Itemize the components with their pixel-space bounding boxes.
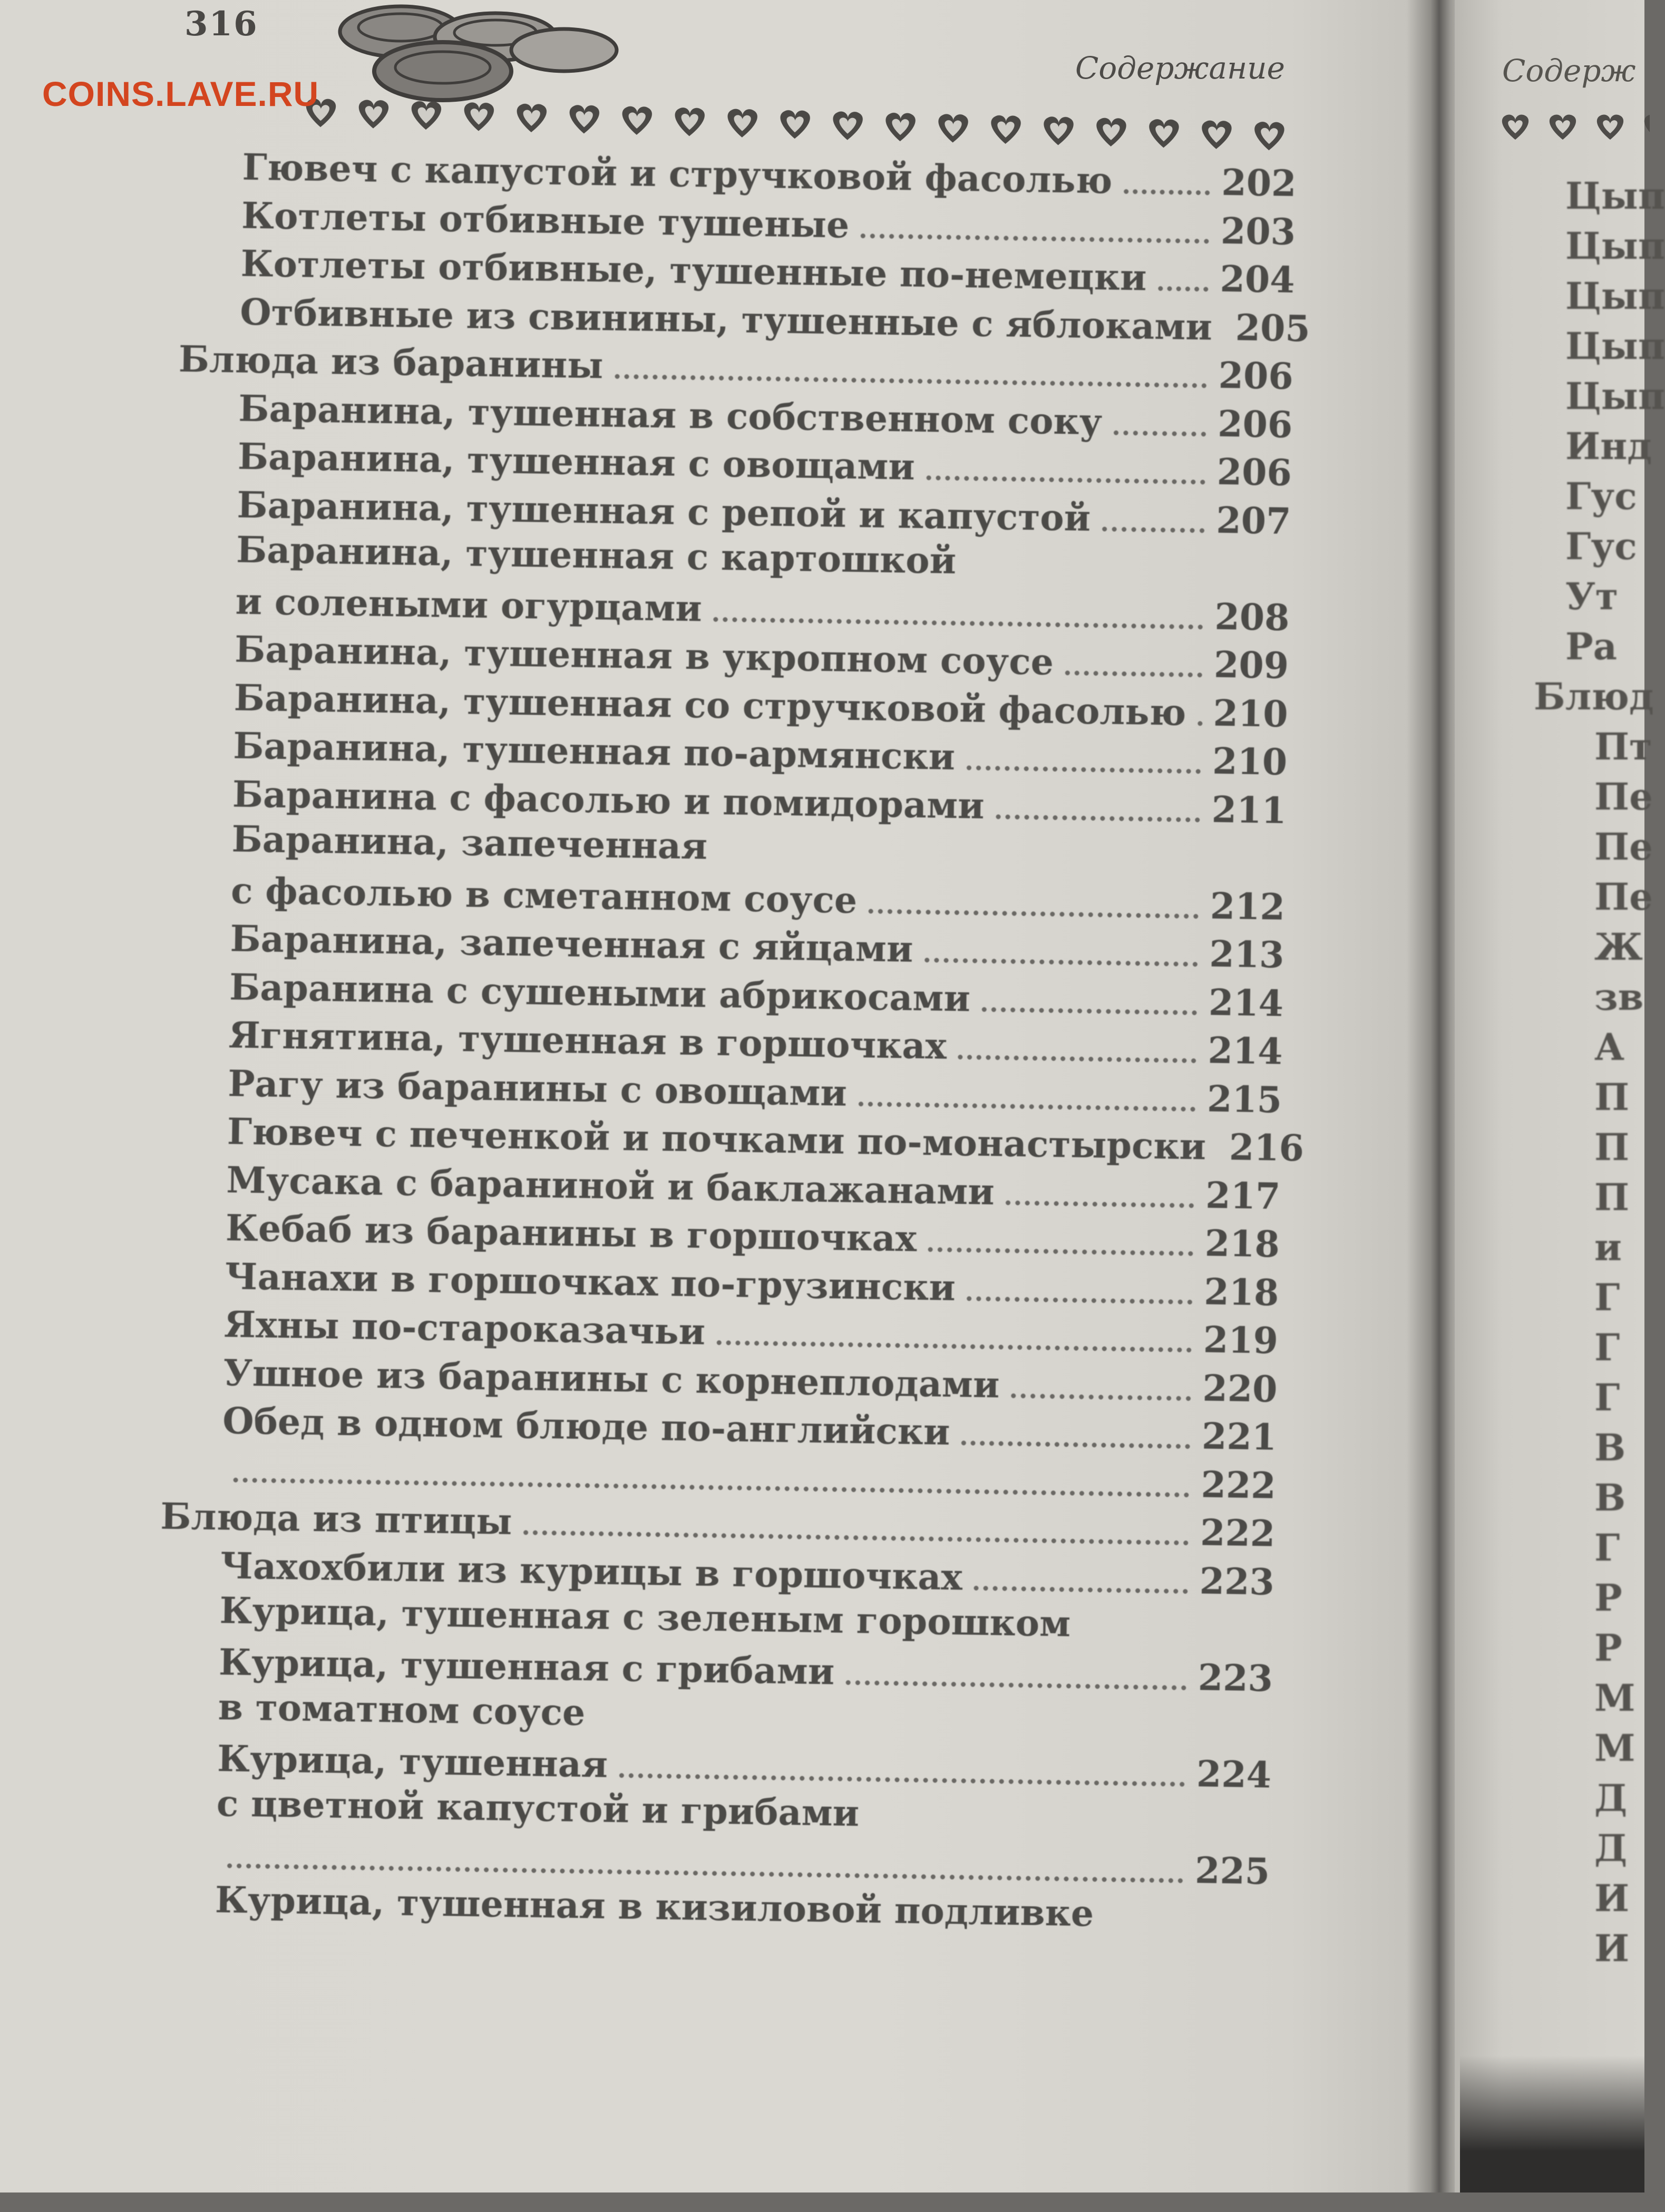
toc-page-number: 214 bbox=[1208, 1030, 1283, 1073]
toc-entry-title: и солеными огурцами bbox=[235, 580, 702, 630]
toc-entry-title: Котлеты отбивные, тушенные по-немецки bbox=[240, 243, 1147, 299]
right-running-header: Содерж bbox=[1502, 53, 1635, 89]
right-page-fragment: Гус bbox=[1565, 474, 1637, 518]
toc-entry-line: Курица, тушенная с зеленым горошком bbox=[219, 1590, 1071, 1648]
toc-entry-title: Отбивные из свинины, тушенные с яблоками bbox=[240, 291, 1213, 348]
toc-page-number: 213 bbox=[1209, 933, 1284, 977]
toc-leader-dots bbox=[523, 1530, 1189, 1545]
toc-entry-title: Баранина, тушенная с репой и капустой bbox=[237, 484, 1091, 539]
toc-entry-title: Чахохбили из курицы в горшочках bbox=[220, 1545, 962, 1599]
toc-leader-dots bbox=[1006, 1200, 1194, 1208]
toc-page-number: 209 bbox=[1214, 644, 1289, 687]
toc-entry-title: Гювеч с печенкой и почками по-монастырски bbox=[227, 1110, 1206, 1168]
running-header: Содержание bbox=[1075, 50, 1285, 86]
toc-entry-title: Баранина, тушенная со стручковой фасолью bbox=[233, 677, 1186, 734]
right-page-fragment: В bbox=[1594, 1476, 1625, 1519]
right-page-fragment: Цып bbox=[1565, 324, 1665, 368]
toc-leader-dots bbox=[967, 765, 1201, 774]
toc-entry-title: Чанахи в горшочках по-грузински bbox=[225, 1255, 956, 1309]
right-page-fragment: Г bbox=[1594, 1275, 1620, 1319]
right-page-fragment: М bbox=[1594, 1676, 1635, 1720]
toc-page-number: 224 bbox=[1196, 1753, 1271, 1796]
right-page-fragment: Ут bbox=[1565, 574, 1618, 618]
toc-leader-dots bbox=[846, 1680, 1186, 1690]
toc-entry-title: Мусака с бараниной и баклажанами bbox=[226, 1159, 995, 1213]
right-page-fragment: Д bbox=[1594, 1776, 1627, 1820]
toc-page-number: 206 bbox=[1216, 451, 1292, 494]
toc-page-number: 223 bbox=[1197, 1656, 1273, 1700]
right-page-fragment: П bbox=[1594, 1175, 1629, 1219]
right-page-fragment: Ра bbox=[1565, 625, 1617, 668]
toc-entry-title: Курица, тушенная с грибами bbox=[219, 1641, 835, 1693]
toc-page-number: 216 bbox=[1229, 1126, 1304, 1170]
right-page-fragment: Пе bbox=[1594, 825, 1653, 869]
toc-leader-dots bbox=[713, 617, 1203, 629]
right-page-fragment: П bbox=[1594, 1125, 1629, 1169]
toc-page-number: 206 bbox=[1218, 403, 1293, 446]
toc-entry-title: Обед в одном блюде по-английски bbox=[222, 1400, 950, 1454]
toc-leader-dots bbox=[928, 1247, 1193, 1256]
toc-page-number: 222 bbox=[1201, 1464, 1276, 1507]
right-page-fragment: Р bbox=[1594, 1576, 1622, 1620]
right-page-fragment: Инд bbox=[1565, 424, 1652, 468]
toc-page-number: 218 bbox=[1204, 1223, 1280, 1266]
toc-leader-dots bbox=[233, 1477, 1190, 1497]
toc-entry-title: Яхны по-староказачьи bbox=[224, 1303, 706, 1353]
right-page-fragment: П bbox=[1594, 1075, 1629, 1119]
toc-page-number: 215 bbox=[1207, 1078, 1282, 1121]
toc-leader-dots bbox=[619, 1773, 1185, 1787]
right-page-fragment: Ж bbox=[1594, 925, 1643, 969]
toc-page-number: 202 bbox=[1221, 162, 1297, 205]
right-page-fragment: А bbox=[1594, 1025, 1624, 1069]
right-page-fragment: Гус bbox=[1565, 524, 1637, 568]
toc-leader-dots bbox=[615, 374, 1207, 388]
right-page-fragment: И bbox=[1594, 1876, 1629, 1920]
right-page-fragment: Блюд bbox=[1534, 675, 1654, 718]
toc-page-number: 221 bbox=[1202, 1415, 1277, 1458]
toc-page-number: 225 bbox=[1195, 1849, 1270, 1893]
page-edge-shadow bbox=[1460, 2055, 1644, 2192]
toc-entry-title: Баранина, запеченная с яйцами bbox=[230, 918, 913, 970]
toc-leader-dots bbox=[227, 1863, 1183, 1883]
right-page-fragment: Пе bbox=[1594, 775, 1653, 818]
right-page bbox=[1455, 0, 1644, 2192]
toc-entry-title: Баранина, тушенная с овощами bbox=[237, 436, 915, 489]
right-page-fragment: и bbox=[1594, 1225, 1622, 1269]
toc-leader-dots bbox=[1065, 670, 1202, 677]
toc-leader-dots bbox=[858, 1102, 1195, 1112]
toc-entry-title: Кебаб из баранины в горшочках bbox=[225, 1207, 917, 1260]
right-ornament-border bbox=[1492, 103, 1650, 150]
toc-page-number: 204 bbox=[1220, 258, 1295, 301]
toc-leader-dots bbox=[996, 814, 1200, 822]
right-page-fragment: Пт bbox=[1594, 725, 1652, 768]
toc-leader-dots bbox=[974, 1585, 1188, 1593]
toc-page-number: 217 bbox=[1205, 1174, 1281, 1217]
right-page-fragment: Цып bbox=[1565, 374, 1665, 418]
watermark: COINS.LAVE.RU bbox=[42, 74, 319, 114]
toc-page-number: 208 bbox=[1214, 596, 1290, 639]
toc-page-number: 223 bbox=[1199, 1560, 1274, 1603]
right-page-fragment: Пе bbox=[1594, 875, 1653, 919]
page-number: 316 bbox=[184, 4, 258, 44]
toc-leader-dots bbox=[961, 1440, 1190, 1449]
toc-entry-line: с цветной капустой и грибами bbox=[216, 1782, 860, 1838]
right-page-fragment: Д bbox=[1594, 1826, 1627, 1870]
toc-page-number: 210 bbox=[1213, 692, 1288, 735]
toc-leader-dots bbox=[861, 233, 1209, 243]
toc-entry-title: Ушное из баранины с корнеплодами bbox=[223, 1352, 1000, 1406]
toc-entry-title: Баранина, тушенная в собственном соку bbox=[238, 387, 1103, 443]
toc-leader-dots bbox=[869, 909, 1199, 919]
toc-leader-dots bbox=[926, 475, 1205, 484]
toc-entry-title: Баранина с сушеными абрикосами bbox=[229, 966, 971, 1020]
toc-entry-title: Котлеты отбивные тушеные bbox=[241, 194, 850, 246]
toc-page-number: 205 bbox=[1235, 307, 1310, 350]
toc-leader-dots bbox=[1158, 286, 1208, 291]
toc-page-number: 212 bbox=[1210, 885, 1285, 928]
toc-leader-dots bbox=[958, 1055, 1196, 1063]
toc-entry-line: Курица, тушенная в кизиловой подливке bbox=[215, 1879, 1094, 1938]
right-page-fragment: Г bbox=[1594, 1526, 1620, 1570]
toc-leader-dots bbox=[1124, 189, 1210, 196]
toc-entry-line: Баранина, запеченная bbox=[231, 818, 708, 871]
right-page-fragment: зв bbox=[1594, 975, 1643, 1019]
right-page-fragment: Г bbox=[1594, 1326, 1620, 1369]
right-page-fragment: М bbox=[1594, 1726, 1635, 1770]
toc-page-number: 219 bbox=[1203, 1319, 1278, 1362]
toc-page-number: 203 bbox=[1220, 210, 1296, 253]
right-page-fragment: В bbox=[1594, 1426, 1625, 1469]
right-page-fragment: Цып bbox=[1565, 224, 1665, 268]
toc-page-number: 211 bbox=[1211, 788, 1287, 832]
toc-entry-title: Блюда из птицы bbox=[160, 1495, 512, 1543]
toc-page-number: 214 bbox=[1208, 981, 1283, 1025]
toc-page-number: 222 bbox=[1200, 1512, 1275, 1555]
toc-entry-title: Баранина с фасолью и помидорами bbox=[232, 773, 985, 827]
toc-entry-title: Гювеч с капустой и стручковой фасолью bbox=[242, 147, 1113, 202]
toc-page-number: 206 bbox=[1218, 355, 1293, 398]
toc-entry-title: Баранина, тушенная в укропном соусе bbox=[235, 628, 1054, 683]
toc-leader-dots bbox=[1011, 1393, 1191, 1400]
toc-entry-title: Баранина, тушенная по-армянски bbox=[233, 725, 956, 778]
right-page-fragment: Цып bbox=[1565, 274, 1665, 318]
toc-page-number: 210 bbox=[1212, 740, 1288, 784]
toc-leader-dots bbox=[924, 958, 1197, 967]
toc-entry-line: Баранина, тушенная с картошкой bbox=[236, 529, 957, 585]
right-page-fragment: Цып bbox=[1565, 174, 1665, 218]
toc-entry-title: с фасолью в сметанном соусе bbox=[231, 870, 858, 922]
toc-leader-dots bbox=[967, 1296, 1193, 1304]
toc-leader-dots bbox=[982, 1007, 1197, 1015]
toc-leader-dots bbox=[717, 1340, 1192, 1352]
right-page-fragment: И bbox=[1594, 1926, 1629, 1970]
toc-entry-title: Ягнятина, тушенная в горшочках bbox=[228, 1014, 947, 1067]
toc-entry-title: Курица, тушенная bbox=[217, 1738, 608, 1786]
toc-leader-dots bbox=[1114, 430, 1206, 436]
toc-leader-dots bbox=[1102, 527, 1204, 533]
toc-entry-line: в томатном соусе bbox=[218, 1686, 586, 1737]
toc-entry-title: Блюда из баранины bbox=[178, 338, 603, 387]
toc-page-number: 220 bbox=[1202, 1367, 1278, 1410]
toc-page-number: 207 bbox=[1216, 499, 1291, 542]
toc-entry-title: Рагу из баранины с овощами bbox=[228, 1063, 848, 1114]
right-page-fragment: Р bbox=[1594, 1626, 1622, 1670]
toc-page-number: 218 bbox=[1204, 1271, 1279, 1314]
toc-leader-dots bbox=[1197, 721, 1202, 726]
right-page-fragment: Г bbox=[1594, 1376, 1620, 1419]
